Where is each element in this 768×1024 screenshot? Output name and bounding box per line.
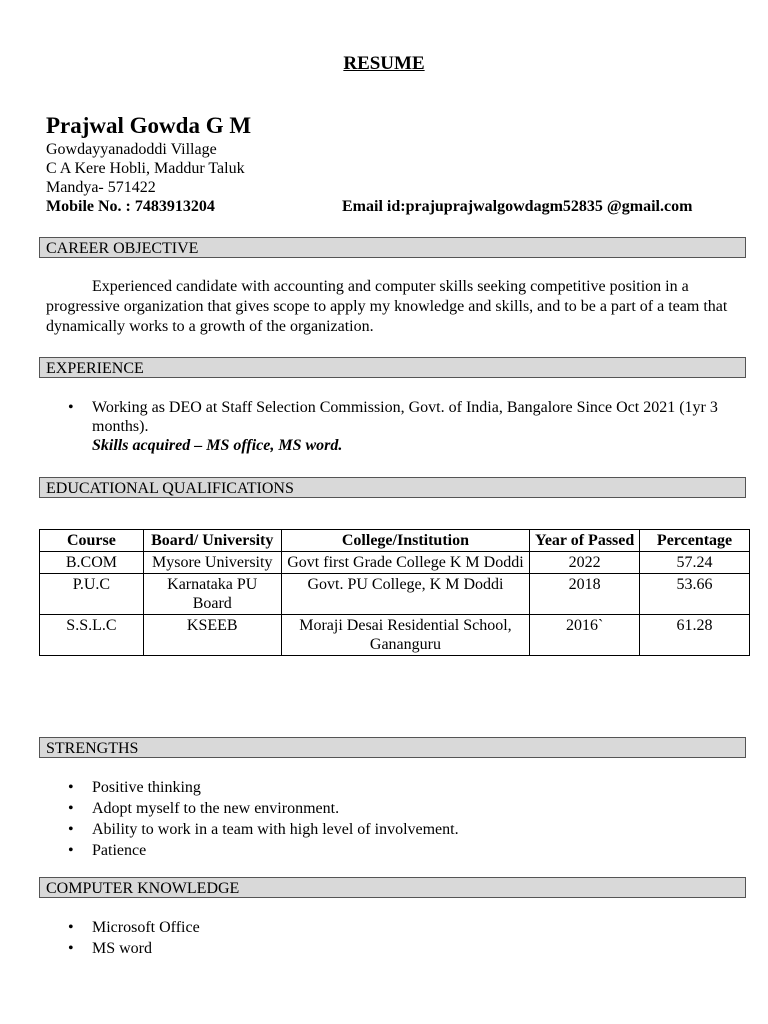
section-education: EDUCATIONAL QUALIFICATIONS bbox=[39, 477, 746, 498]
cell-college: Govt first Grade College K M Doddi bbox=[281, 552, 530, 574]
cell-college: Moraji Desai Residential School, Gananguru bbox=[281, 615, 530, 656]
header-percentage: Percentage bbox=[640, 530, 750, 552]
experience-list bbox=[46, 398, 746, 455]
list-item: • Adopt myself to the new environment. bbox=[46, 798, 746, 819]
cell-percentage: 61.28 bbox=[640, 615, 750, 656]
cell-percentage: 57.24 bbox=[640, 552, 750, 574]
mobile-number: Mobile No. : 7483913204 bbox=[46, 198, 215, 215]
list-item bbox=[46, 398, 746, 455]
address-line-2: C A Kere Hobli, Maddur Taluk bbox=[46, 160, 245, 177]
cell-course: P.U.C bbox=[40, 574, 144, 615]
section-strengths: STRENGTHS bbox=[39, 737, 746, 758]
cell-board: Mysore University bbox=[143, 552, 281, 574]
resume-title: RESUME bbox=[343, 53, 425, 74]
header-course: Course bbox=[40, 530, 144, 552]
header-year: Year of Passed bbox=[530, 530, 640, 552]
cell-course: S.S.L.C bbox=[40, 615, 144, 656]
candidate-name: Prajwal Gowda G M bbox=[46, 113, 252, 138]
table-row bbox=[40, 552, 750, 574]
experience-item: Working as DEO at Staff Selection Commission, Govt. of India, Bangalore Since Oct 2021 (1yr 3 months). bbox=[92, 399, 718, 435]
list-item: • Ability to work in a team with high level of involvement. bbox=[46, 819, 746, 840]
list-item: • Patience bbox=[46, 840, 746, 861]
cell-year: 2018 bbox=[530, 574, 640, 615]
email-address: Email id:prajuprajwalgowdagm52835 @gmail.com bbox=[342, 198, 693, 215]
education-table bbox=[39, 529, 750, 656]
cell-board: Karnataka PU Board bbox=[143, 574, 281, 615]
computer-knowledge-list bbox=[46, 917, 746, 959]
table-header-row bbox=[40, 530, 750, 552]
section-career-objective: CAREER OBJECTIVE bbox=[39, 237, 746, 258]
cell-percentage: 53.66 bbox=[640, 574, 750, 615]
cell-course: B.COM bbox=[40, 552, 144, 574]
cell-year: 2016` bbox=[530, 615, 640, 656]
table-row bbox=[40, 615, 750, 656]
list-item: • Positive thinking bbox=[46, 777, 746, 798]
strengths-list bbox=[46, 777, 746, 861]
career-objective-text: Experienced candidate with accounting and computer skills seeking competitive position in a progressive organization that gives scope to apply my knowledge and skills, and to be a part of a team that dynamically works to a growth of the organization. bbox=[46, 278, 728, 335]
section-computer-knowledge: COMPUTER KNOWLEDGE bbox=[39, 877, 746, 898]
experience-skills: Skills acquired – MS office, MS word. bbox=[92, 437, 343, 454]
header-college: College/Institution bbox=[281, 530, 530, 552]
section-experience: EXPERIENCE bbox=[39, 357, 746, 378]
list-item: • Microsoft Office bbox=[46, 917, 746, 938]
cell-college: Govt. PU College, K M Doddi bbox=[281, 574, 530, 615]
table-row bbox=[40, 574, 750, 615]
address-line-1: Gowdayyanadoddi Village bbox=[46, 141, 217, 158]
cell-board: KSEEB bbox=[143, 615, 281, 656]
cell-year: 2022 bbox=[530, 552, 640, 574]
list-item: • MS word bbox=[46, 938, 746, 959]
address-line-3: Mandya- 571422 bbox=[46, 179, 156, 196]
contact-line bbox=[46, 198, 746, 216]
header-board: Board/ University bbox=[143, 530, 281, 552]
